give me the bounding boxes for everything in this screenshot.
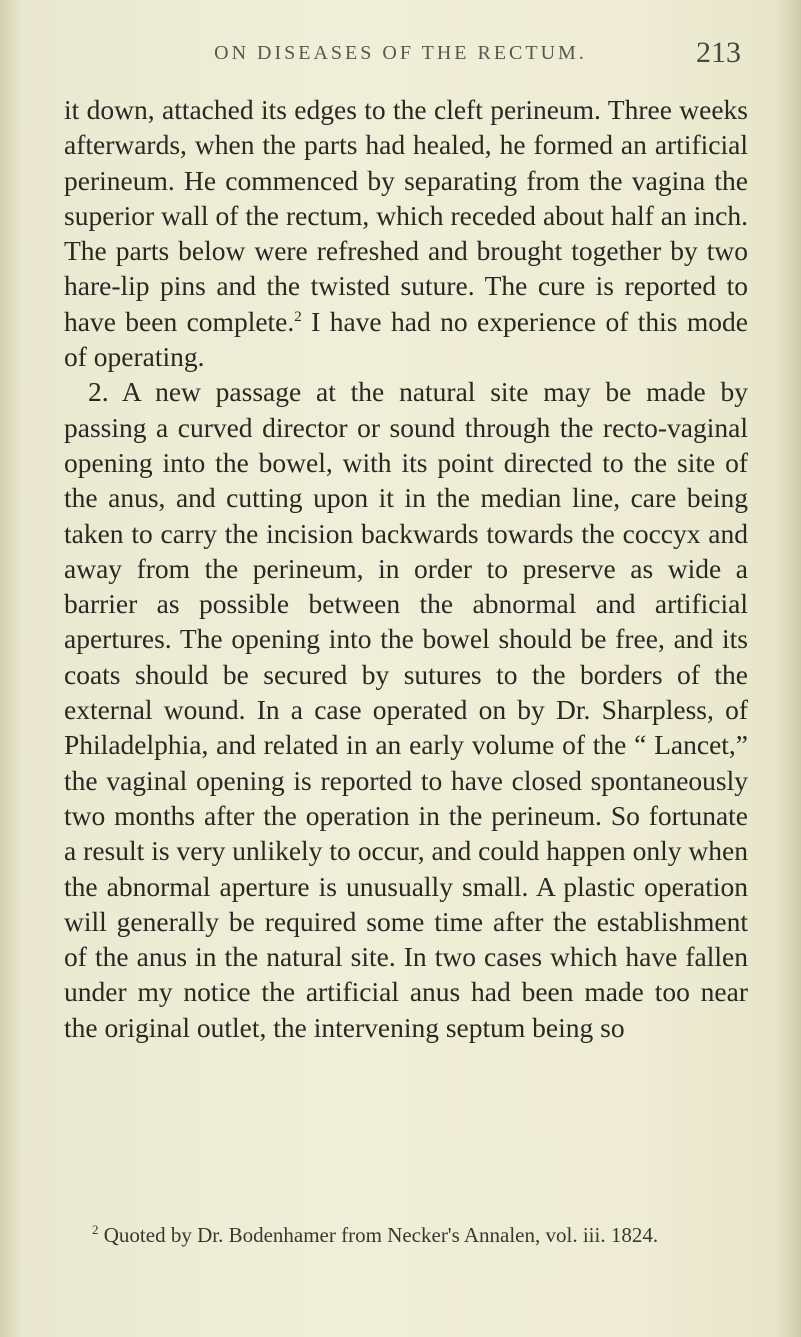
paragraph-1-text-continued: I have had no experience of this mode of operating.: [64, 305, 748, 373]
footnote: [64, 1222, 754, 1248]
body-text: [64, 92, 748, 1045]
page-edge-shadow-left: [0, 0, 22, 1337]
paragraph-1-text: it down, attached its edges to the cleft perineum. Three weeks afterwards, when the parts had healed, he formed an artificial perineum. He commenced by separating from the vagina the superior wall of the rectum, which receded about half an inch. The parts below were refreshed and brought together by two hare-lip pins and the twisted suture. The cure is reported to have been complete.: [64, 94, 748, 337]
page-edge-shadow-right: [775, 0, 801, 1337]
paragraph-1: [64, 92, 748, 374]
page-header: [0, 36, 801, 76]
footnote-reference: 2: [294, 308, 302, 325]
running-head: ON DISEASES OF THE RECTUM.: [214, 42, 587, 64]
paragraph-2: 2. A new passage at the natural site may be made by passing a curved director or sound through the recto-vaginal opening into the bowel, with its point directed to the site of the anus, and cutting upon it in the median line, care being taken to carry the incision backwards towards the coccyx and away from the perineum, in order to preserve as wide a barrier as possible between the abnormal and artificial apertures. The opening into the bowel should be free, and its coats should be secured by sutures to the borders of the external wound. In a case operated on by Dr. Sharpless, of Philadelphia, and related in an early volume of the “ Lancet,” the vaginal opening is reported to have closed spontaneously two months after the operation in the perineum. So fortunate a result is very unlikely to occur, and could happen only when the abnormal aperture is unusually small. A plastic operation will generally be required some time after the establishment of the anus in the natural site. In two cases which have fallen under my notice the artificial anus had been made too near the original outlet, the intervening septum being so: [64, 376, 748, 1043]
footnote-text: Quoted by Dr. Bodenhamer from Necker's Annalen, vol. iii. 1824.: [98, 1223, 659, 1247]
page-number: 213: [696, 36, 741, 69]
footnote-mark: 2: [92, 1222, 99, 1237]
